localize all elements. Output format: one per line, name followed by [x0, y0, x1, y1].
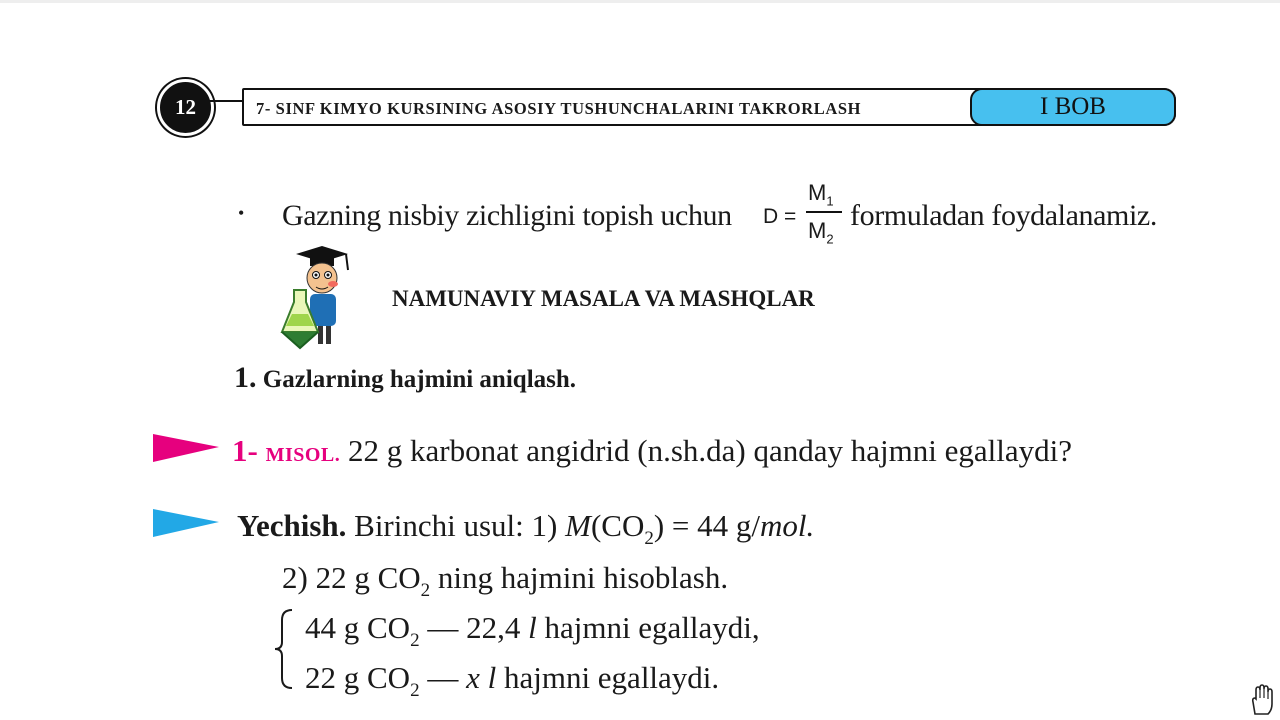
header-title: 7- SINF KIMYO KURSINING ASOSIY TUSHUNCHALARINI TAKRORLASH: [256, 99, 862, 118]
solution-step-2: 2) 22 g $CO_2$ ning hajmini hisoblash.: [282, 560, 729, 601]
example-text: 22 g karbonat angidrid (n.sh.da) qanday hajmni egallaydi?: [348, 433, 1072, 468]
example-label: MISOL.: [265, 444, 341, 466]
bullet: •: [238, 203, 245, 223]
fraction-bar: [806, 211, 842, 213]
formula-denominator: $M_2$: [808, 218, 834, 247]
formula-intro-text: Gazning nisbiy zichligini topish uchun: [282, 199, 732, 232]
formula-lhs: D =: [763, 205, 797, 228]
system-brace: [272, 606, 298, 692]
hand-cursor-icon[interactable]: [1248, 684, 1276, 716]
header-connector: [208, 100, 244, 102]
blue-arrow-icon: [153, 509, 219, 537]
chapter-header: [242, 88, 1176, 126]
solution-label: Yechish.: [237, 508, 347, 543]
solution-line-1: Yechish. Birinchi usul: 1) $M(CO_2) = 44$ g/mol.: [237, 508, 815, 549]
top-border: [0, 0, 1280, 3]
page-number: 12: [157, 79, 214, 136]
system-equation-2: 22 g $CO_2$ — x l hajmni egallaydi.: [305, 660, 720, 701]
section-title: NAMUNAVIY MASALA VA MASHQLAR: [392, 286, 815, 311]
example-number: 1-: [232, 433, 258, 468]
system-equation-1: 44 g $CO_2$ — 22,4 l hajmni egallaydi,: [305, 610, 760, 651]
problem-title: 1. Gazlarning hajmini aniqlash.: [234, 361, 577, 394]
chapter-badge: I BOB: [970, 88, 1176, 126]
example-line: [232, 433, 1072, 469]
formula-numerator: $M_1$: [808, 180, 834, 209]
magenta-arrow-icon: [153, 434, 219, 462]
formula-outro-text: formuladan foydalanamiz.: [850, 199, 1157, 232]
student-mascot: [276, 240, 368, 350]
